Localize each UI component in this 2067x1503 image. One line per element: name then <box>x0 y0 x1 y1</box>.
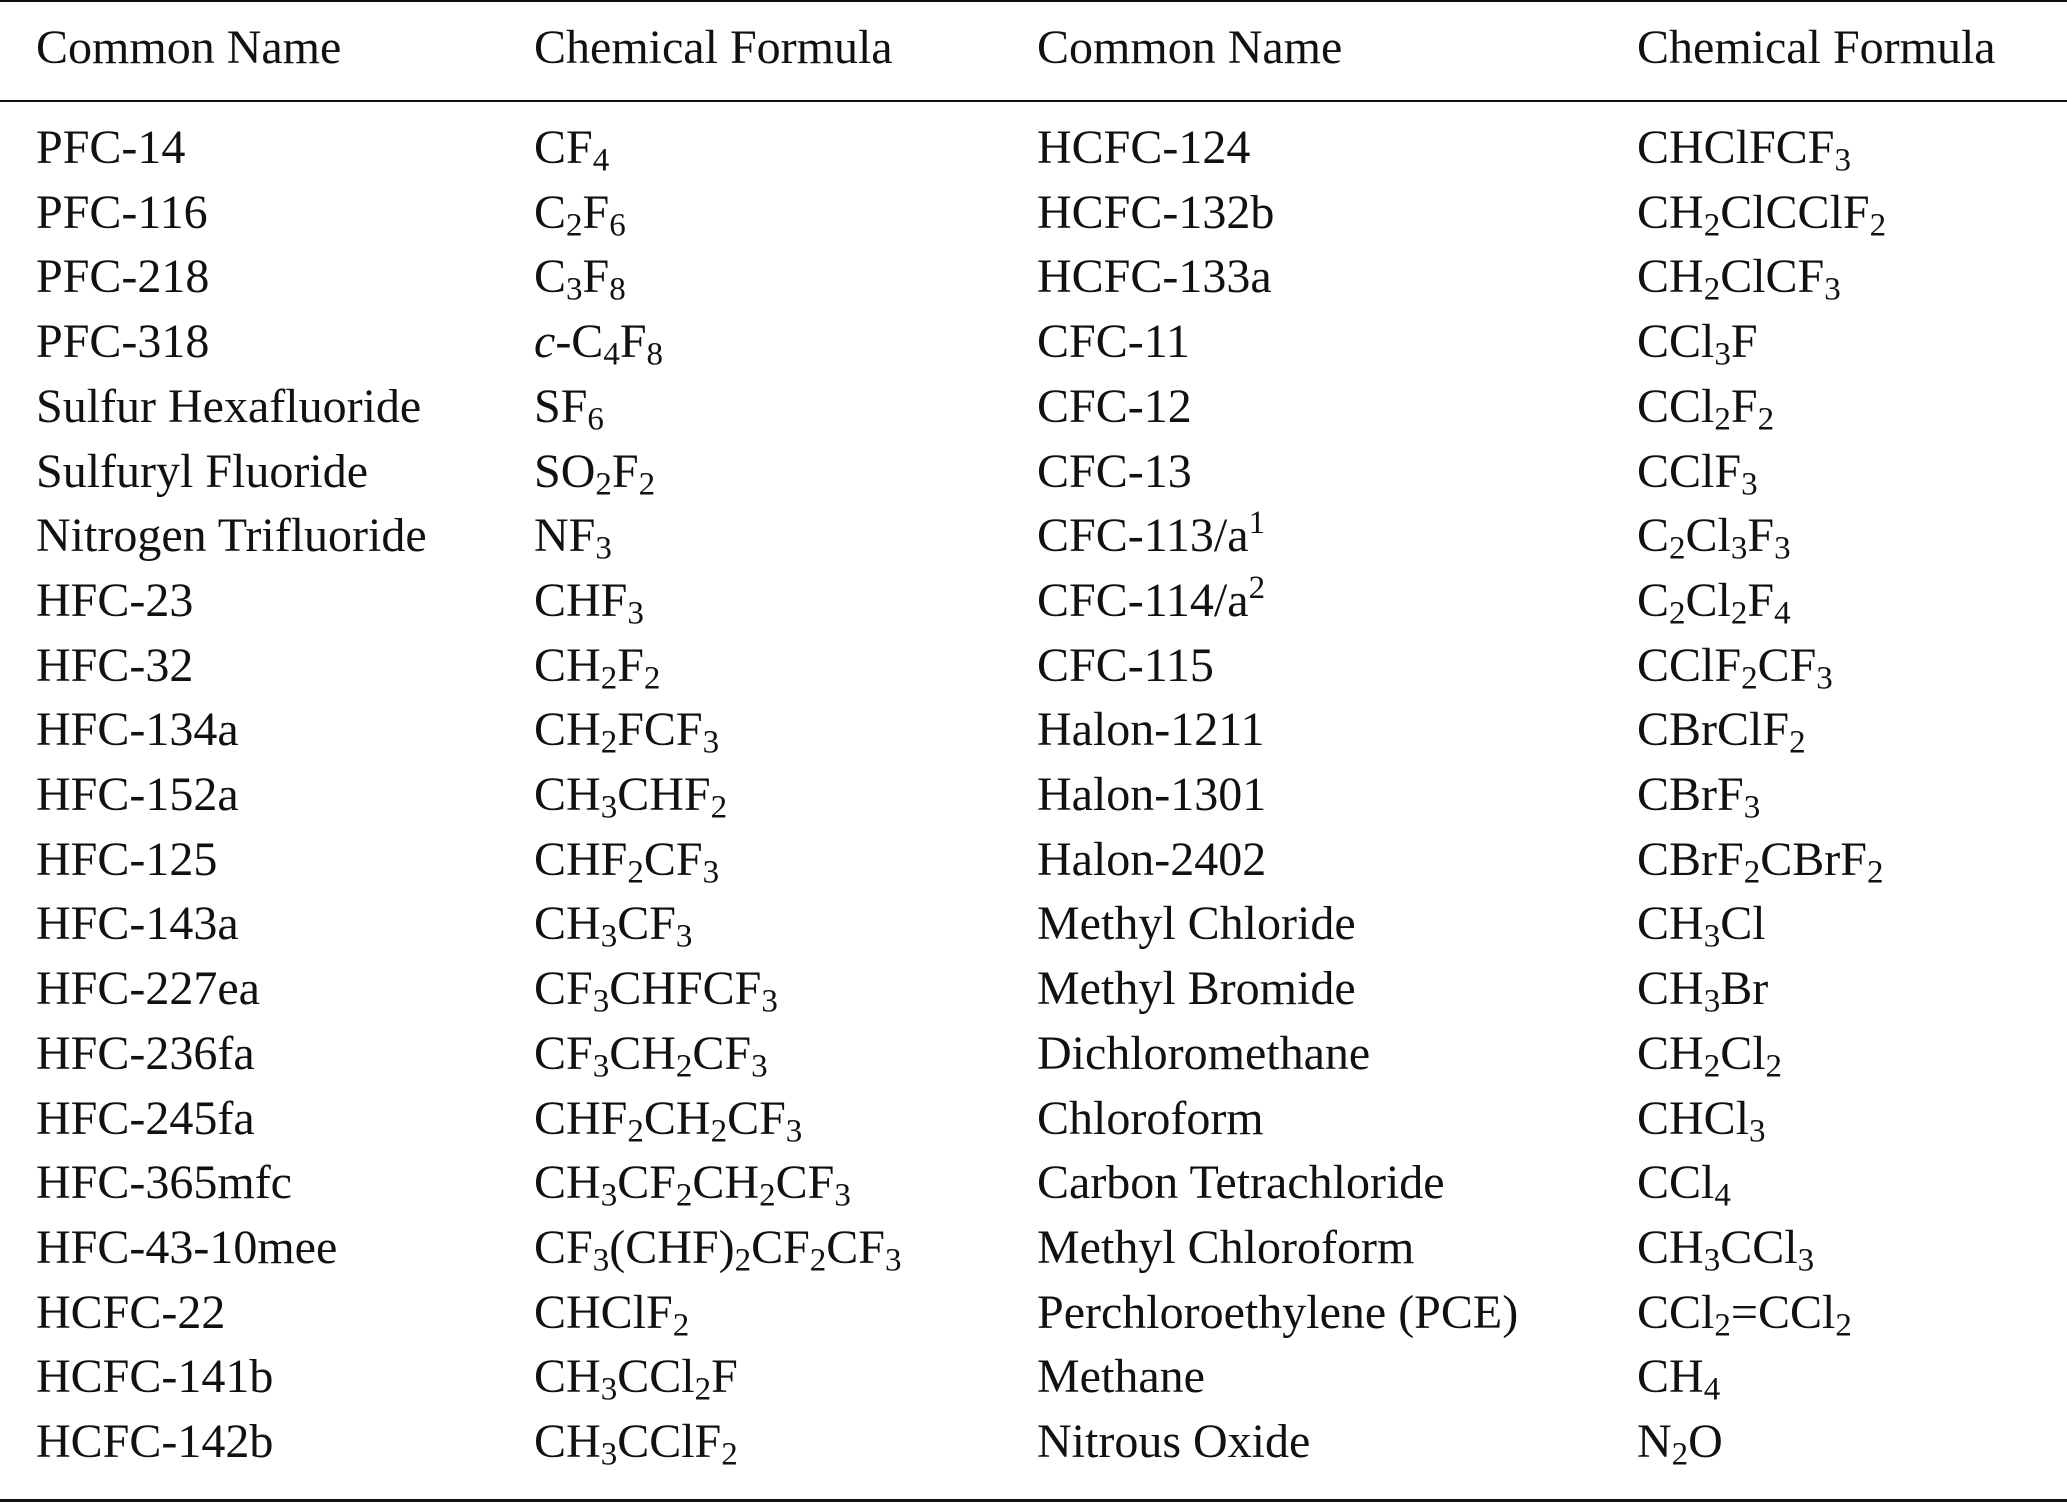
cell-common-name: HFC-134a <box>36 703 239 757</box>
cell-chemical-formula: $CH_2ClCF_3$ <box>1637 250 1841 308</box>
cell-chemical-formula: $CH_3CClF_2$ <box>534 1415 738 1473</box>
cell-chemical-formula: $CF_3CH_2CF_3$ <box>534 1026 768 1085</box>
cell-chemical-formula: CBrClF$_2$ <box>1637 703 1806 761</box>
cell-common-name: PFC-218 <box>36 250 210 304</box>
header-common-name-1: Common Name <box>36 21 342 74</box>
header-chemical-formula-1: Chemical Formula <box>534 21 893 74</box>
cell-common-name: HFC-152a <box>36 768 239 821</box>
cell-common-name: HFC-236fa <box>36 1026 255 1080</box>
table-top-rule <box>0 0 2067 2</box>
cell-common-name: Sulfur Hexafluoride <box>36 379 422 433</box>
cell-chemical-formula: $CH_2Cl_2$ <box>1637 1026 1783 1085</box>
cell-chemical-formula: CHCl$_3$ <box>1637 1091 1766 1149</box>
cell-common-name: HFC-143a <box>36 897 239 951</box>
cell-chemical-formula: $C_2F_6$ <box>534 185 626 243</box>
cell-common-name: HCFC-133a <box>1037 250 1272 304</box>
cell-chemical-formula: CHClF$_2$ <box>534 1285 690 1343</box>
cell-chemical-formula: $N_2O$ <box>1637 1415 1723 1473</box>
cell-common-name: Dichloromethane <box>1037 1026 1371 1080</box>
cell-chemical-formula: $CH_3CCl_2F$ <box>534 1350 738 1408</box>
cell-chemical-formula: $CH_2FCF_3$ <box>534 703 720 761</box>
cell-chemical-formula: $SF_6$ <box>534 379 604 438</box>
cell-chemical-formula: $SO_2F_2$ <box>534 444 656 502</box>
cell-common-name: Methyl Chloroform <box>1037 1220 1415 1274</box>
cell-chemical-formula: $CH_3Cl$ <box>1637 897 1766 955</box>
cell-common-name: PFC-116 <box>36 185 208 239</box>
cell-common-name: HFC-227ea <box>36 962 260 1016</box>
cell-common-name: Sulfuryl Fluoride <box>36 444 368 498</box>
cell-common-name: CFC-$113/a^1$ <box>1037 505 1266 563</box>
cell-chemical-formula: $CH_2F_2$ <box>534 638 661 696</box>
cell-chemical-formula: CBrF$_3$ <box>1637 768 1761 826</box>
cell-chemical-formula: $CF_4$ <box>534 121 610 179</box>
cell-common-name: HCFC-124 <box>1037 121 1251 174</box>
cell-chemical-formula: CCl$_3$F <box>1637 315 1758 373</box>
cell-chemical-formula: $CH_3CF_2CH_2CF_3$ <box>534 1156 851 1214</box>
cell-chemical-formula: $CF_3(CHF)_2CF_2CF_3$ <box>534 1220 902 1279</box>
cell-chemical-formula: $CH_3CF_3$ <box>534 897 693 955</box>
cell-chemical-formula: $c-C_4F_8$ <box>534 315 664 373</box>
cell-common-name: CFC-115 <box>1037 638 1214 692</box>
cell-common-name: Halon-1301 <box>1037 768 1267 821</box>
cell-common-name: Halon-2402 <box>1037 832 1267 886</box>
cell-chemical-formula: $CH_3CCl_3$ <box>1637 1220 1815 1279</box>
cell-chemical-formula: $C_3F_8$ <box>534 250 626 308</box>
cell-common-name: HFC-23 <box>36 573 194 627</box>
cell-chemical-formula: $NF_3$ <box>534 509 612 567</box>
cell-chemical-formula: $CHF_3$ <box>534 573 644 632</box>
table-bottom-rule <box>0 1499 2067 1502</box>
cell-chemical-formula: $CF_3CHFCF_3$ <box>534 962 778 1020</box>
cell-chemical-formula: $CH_3Br$ <box>1637 962 1769 1020</box>
cell-common-name: Halon-1211 <box>1037 703 1265 757</box>
header-common-name-2: Common Name <box>1037 21 1343 74</box>
table-header-rule <box>0 100 2067 102</box>
cell-chemical-formula: CCl$_4$ <box>1637 1156 1731 1214</box>
cell-chemical-formula: $CH_3CHF_2$ <box>534 768 728 826</box>
cell-common-name: Methyl Chloride <box>1037 897 1356 951</box>
cell-common-name: Methyl Bromide <box>1037 962 1356 1016</box>
cell-common-name: HFC-125 <box>36 832 218 886</box>
cell-common-name: HFC-245fa <box>36 1091 255 1145</box>
cell-common-name: HFC-32 <box>36 638 194 692</box>
cell-chemical-formula: $CHF_2CF_3$ <box>534 832 720 890</box>
cell-chemical-formula: $CHF_2CH_2CF_3$ <box>534 1091 803 1149</box>
cell-common-name: HFC-43-10mee <box>36 1220 338 1274</box>
cell-common-name: Carbon Tetrachloride <box>1037 1156 1445 1210</box>
cell-common-name: Methane <box>1037 1350 1205 1404</box>
cell-chemical-formula: $CH_2ClCClF_2$ <box>1637 185 1887 243</box>
cell-common-name: Nitrogen Trifluoride <box>36 509 427 563</box>
cell-common-name: HCFC-132b <box>1037 185 1275 239</box>
cell-chemical-formula: $CH_4$ <box>1637 1350 1721 1408</box>
cell-chemical-formula: CCl$_2$=CCl$_2$ <box>1637 1285 1852 1343</box>
cell-common-name: HCFC-141b <box>36 1350 274 1404</box>
header-chemical-formula-2: Chemical Formula <box>1637 21 1996 74</box>
cell-common-name: HFC-365mfc <box>36 1156 292 1210</box>
cell-common-name: Chloroform <box>1037 1091 1264 1145</box>
cell-chemical-formula: $C_2Cl_2F_4$ <box>1637 573 1791 632</box>
cell-chemical-formula: $CCl_2F_2$ <box>1637 379 1775 438</box>
cell-common-name: Nitrous Oxide <box>1037 1415 1311 1468</box>
cell-common-name: HCFC-142b <box>36 1415 274 1468</box>
cell-common-name: CFC-$114/a^2$ <box>1037 569 1266 627</box>
cell-chemical-formula: $C_2Cl_3F_3$ <box>1637 509 1791 567</box>
cell-common-name: CFC-11 <box>1037 315 1190 369</box>
cell-chemical-formula: CBrF$_2$CBrF$_2$ <box>1637 832 1884 890</box>
cell-common-name: PFC-318 <box>36 315 210 369</box>
cell-common-name: Perchloroethylene (PCE) <box>1037 1285 1519 1339</box>
cell-chemical-formula: CClF$_3$ <box>1637 444 1758 502</box>
cell-common-name: CFC-12 <box>1037 379 1192 433</box>
cell-chemical-formula: CHClFCF$_3$ <box>1637 121 1851 179</box>
cell-common-name: CFC-13 <box>1037 444 1192 498</box>
cell-common-name: HCFC-22 <box>36 1285 226 1339</box>
cell-common-name: PFC-14 <box>36 121 186 174</box>
cell-chemical-formula: $CClF_2CF_3$ <box>1637 638 1833 696</box>
